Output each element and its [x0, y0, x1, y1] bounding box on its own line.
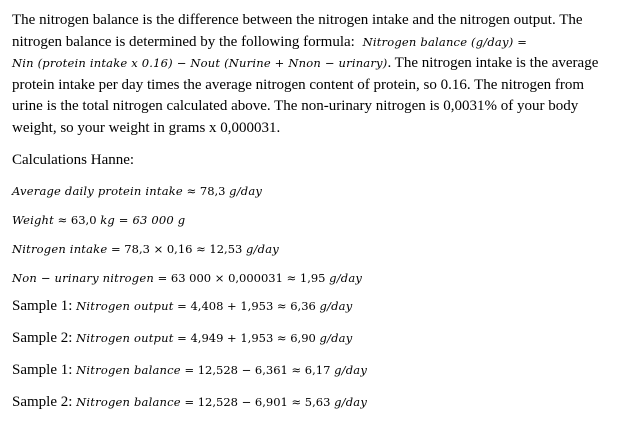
- equation-unit: g/day: [319, 299, 353, 313]
- intro-sentence-2: The nitrogen balance is determined by the following formula:: [12, 12, 583, 50]
- equation-rhs: = 78,3 × 0,16 ≈ 12,53: [107, 242, 246, 256]
- equation-unit: g/day: [334, 395, 368, 409]
- equation-rhs: ≈ 78,3: [182, 184, 230, 198]
- equation-row: [12, 212, 185, 229]
- equation-prefix: Sample 2:: [12, 330, 77, 346]
- intro-sentence-1: The nitrogen balance is the difference between the nitrogen intake and the nitrogen output.: [12, 12, 556, 28]
- calculations-heading: Calculations Hanne:: [12, 152, 135, 168]
- equation-row: [12, 298, 352, 315]
- equation-unit: g/day: [329, 271, 363, 285]
- document-page: [12, 10, 616, 410]
- equation-row: [12, 330, 352, 347]
- equation-prefix: Sample 1:: [12, 362, 77, 378]
- equation-row: [12, 270, 362, 287]
- equation-lhs: Nitrogen balance: [76, 363, 181, 377]
- equation-rhs: = 12,528 − 6,361 ≈ 6,17: [180, 363, 335, 377]
- equation-lhs: Nitrogen balance: [76, 395, 181, 409]
- equation-row: [12, 362, 367, 379]
- equation-lhs: Nitrogen output: [76, 331, 174, 345]
- equation-row: [12, 394, 367, 411]
- intro-paragraph: [12, 10, 616, 139]
- equation-unit: g/day: [319, 331, 353, 345]
- equation-rhs: = 4,408 + 1,953 ≈ 6,36: [173, 299, 320, 313]
- equation-lhs: Weight: [12, 213, 54, 227]
- equation-rhs: = 12,528 − 6,901 ≈ 5,63: [180, 395, 335, 409]
- intro-sentence-3: . The nitrogen intake is the average protein intake per day times the average nitrogen content of protein, so 0.16. The nitrogen from urine is the total nitrogen calculated above. The non-urinary nitrogen is 0,0031% of your body weight, so your weight in grams x 0,000031.: [12, 55, 599, 136]
- equation-rhs: = 4,949 + 1,953 ≈ 6,90: [173, 331, 320, 345]
- equation-prefix: Sample 2:: [12, 394, 77, 410]
- equation-lhs: Non − urinary nitrogen: [12, 271, 154, 285]
- formula-part-a: Nitrogen balance (g/day) =: [362, 34, 528, 49]
- equation-row: [12, 183, 262, 200]
- equation-lhs: Nitrogen intake: [12, 242, 108, 256]
- equation-prefix: Sample 1:: [12, 298, 77, 314]
- equation-unit: g/day: [229, 184, 263, 198]
- equation-unit: kg = 63 000 g: [100, 213, 186, 227]
- equation-lhs: Average daily protein intake: [12, 184, 183, 198]
- equation-lhs: Nitrogen output: [76, 299, 174, 313]
- equation-unit: g/day: [246, 242, 279, 256]
- equation-unit: g/day: [334, 363, 368, 377]
- equation-rhs: ≈ 63,0: [53, 213, 101, 227]
- formula-part-b: Nin (protein intake x 0.16) − Nout (Nurine + Nnon − urinary): [12, 56, 388, 70]
- equation-rhs: = 63 000 × 0,000031 ≈ 1,95: [153, 271, 330, 285]
- equation-row: [12, 241, 279, 258]
